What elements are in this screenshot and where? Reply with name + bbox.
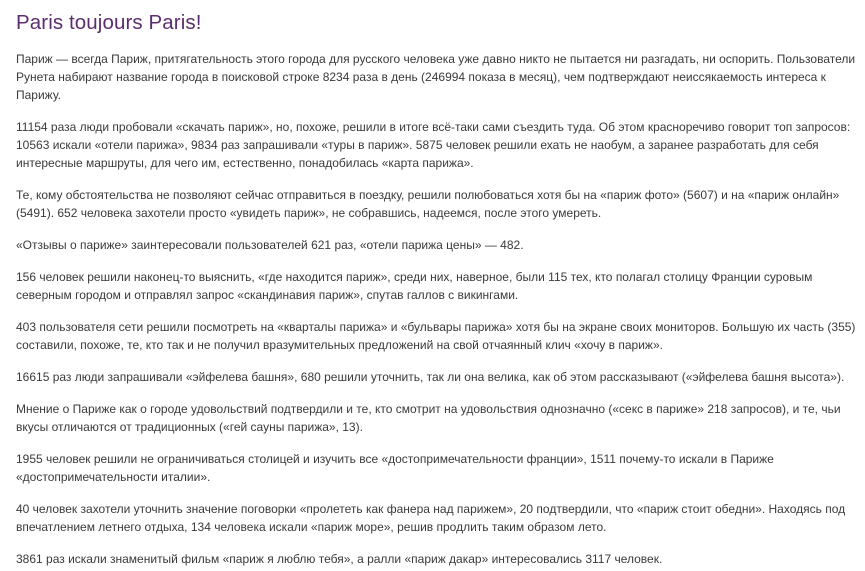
paragraph-quarters: 403 пользователя сети решили посмотреть на «кварталы парижа» и «бульвары парижа» хотя бы на экране своих мониторов. Большую их часть (355) составили, похоже, те, кто так и не получил вразумительных предложений на свой отчаянный клич «хочу в париж». [16,320,856,352]
paragraph-sayings: 40 человек захотели уточнить значение поговорки «пролететь как фанера над парижем», 20 подтвердили, что «париж стоит обедни». Находясь под впечатлением летнего отдыха, 134 человека искали «париж море», решив продлить таким образом лето. [16,502,846,534]
paragraph-paris-photo: Те, кому обстоятельства не позволяют сейчас отправиться в поездку, решили полюбоваться хотя бы на «париж фото» (5607) и на «париж онлайн» (5491). 652 человека захотели просто «увидеть париж», не собравшись, надеемся, после этого умереть. [16,188,840,220]
paragraph-where-is-paris: 156 человек решили наконец-то выяснить, «где находится париж», среди них, наверное, были 115 тех, кто полагал столицу Франции суровым северным городом и отправлял запрос «скандинавия париж», спутав галлов с викингами. [16,270,813,302]
paragraph-intro: Париж — всегда Париж, притягательность этого города для русского человека уже давно никто не пытается ни разгадать, ни оспорить. Пользователи Рунета набирают название города в поисковой строке 8234 раза в день (246994 показа в месяц), чем подтверждают неиссякаемость интереса к Парижу. [16,52,856,102]
paragraph-film-rally: 3861 раз искали знаменитый фильм «париж я люблю тебя», а ралли «париж дакар» интересовались 3117 человек. [16,552,663,566]
paragraph-eiffel-tower: 16615 раз люди запрашивали «эйфелева башня», 680 решили уточнить, так ли она велика, как об этом рассказывают («эйфелева башня высота»). [16,370,845,384]
paragraph-reviews: «Отзывы о париже» заинтересовали пользователей 621 раз, «отели парижа цены» — 482. [16,238,524,252]
article-title: Paris toujours Paris! [16,11,202,34]
paragraph-pleasures: Мнение о Париже как о городе удовольствий подтвердили и те, кто смотрит на удовольствия однозначно («секс в париже» 218 запросов), и те, чьи вкусы отличаются от традиционных («гей сауны парижа», 13). [16,402,841,434]
paragraph-download-paris: 11154 раза люди пробовали «скачать париж», но, похоже, решили в итоге всё-таки сами съездить туда. Об этом красноречиво говорит топ запросов: 10563 искали «отели парижа», 9834 раз запрашивали «туры в париж». 5875 человек решили ехать не наобум, а заранее разработать для себя интересные маршруты, для чего им, естественно, понадобилась «карта парижа». [16,120,851,170]
paragraph-sights: 1955 человек решили не ограничиваться столицей и изучить все «достопримечательности франции», 1511 почему-то искали в Париже «достопримечательности италии». [16,452,774,484]
article-body [16,50,857,568]
